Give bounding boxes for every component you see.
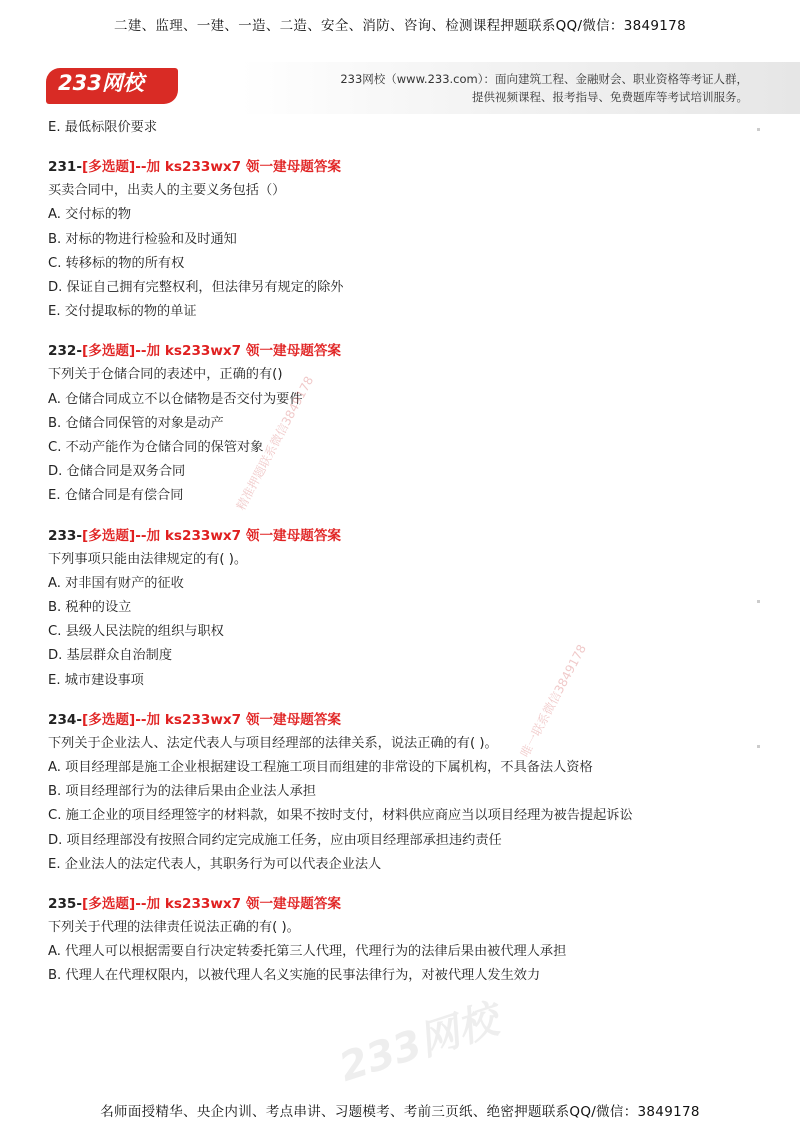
option-d: D. 保证自己拥有完整权利，但法律另有规定的除外: [48, 280, 344, 296]
option-a: A. 仓储合同成立不以仓储物是否交付为要件: [48, 391, 303, 407]
question-number: 235-: [48, 896, 83, 913]
top-banner: 二建、监理、一建、一造、二造、安全、消防、咨询、检测课程押题联系QQ/微信：3849178: [114, 18, 686, 34]
watermark-logo: 233网校: [333, 996, 504, 1091]
question-tag: [多选题]--加 ks233wx7 领一建母题答案: [82, 711, 342, 728]
question-number: 234-: [48, 711, 83, 728]
option-e: E. 企业法人的法定代表人，其职务行为可以代表企业法人: [48, 856, 382, 872]
option-a: A. 代理人可以根据需要自行决定转委托第三人代理，代理行为的法律后果由被代理人承担: [48, 944, 567, 960]
header-desc-line-2: 提供视频课程、报考指导、免费题库等考试培训服务。: [472, 90, 748, 104]
option-d: D. 基层群众自治制度: [48, 648, 173, 664]
option-b: B. 对标的物进行检验和及时通知: [48, 231, 237, 247]
question-number: 233-: [48, 527, 83, 544]
question-heading: [48, 524, 760, 548]
question-heading: [48, 155, 760, 179]
question-stem: 下列关于代理的法律责任说法正确的有( )。: [48, 920, 300, 936]
option-e: E. 城市建设事项: [48, 672, 144, 688]
question-tag: [多选题]--加 ks233wx7 领一建母题答案: [82, 343, 342, 360]
question-235: [48, 892, 760, 989]
question-heading: [48, 892, 760, 916]
logo-underline: [50, 98, 76, 103]
question-number: 231-: [48, 159, 83, 176]
option-c: C. 转移标的物的所有权: [48, 255, 185, 271]
option-e: E. 交付提取标的物的单证: [48, 304, 197, 320]
continued-option: E. 最低标限价要求: [48, 120, 158, 135]
option-b: B. 代理人在代理权限内，以被代理人名义实施的民事法律行为，对被代理人发生效力: [48, 968, 541, 984]
option-a: A. 对非国有财产的征收: [48, 575, 184, 591]
question-234: [48, 708, 760, 877]
option-e: E. 仓储合同是有偿合同: [48, 488, 184, 504]
question-list: [48, 116, 760, 989]
option-a: A. 项目经理部是施工企业根据建设工程施工项目而组建的非常设的下属机构，不具备法人资格: [48, 760, 593, 776]
page-header: [0, 62, 800, 114]
header-description: [308, 70, 748, 106]
logo-text: 233网校: [58, 71, 144, 95]
option-a: A. 交付标的物: [48, 207, 132, 223]
option-b: B. 税种的设立: [48, 600, 132, 616]
option-c: C. 县级人民法院的组织与职权: [48, 624, 224, 640]
question-stem: 买卖合同中，出卖人的主要义务包括（）: [48, 183, 286, 199]
question-stem: 下列事项只能由法律规定的有( )。: [48, 551, 248, 567]
option-c: C. 不动产能作为仓储合同的保管对象: [48, 440, 264, 456]
watermark-text: 精准押题联系微信3849178: [233, 373, 317, 513]
question-heading: [48, 708, 760, 732]
question-stem: 下列关于企业法人、法定代表人与项目经理部的法律关系，说法正确的有( )。: [48, 735, 498, 751]
option-b: B. 项目经理部行为的法律后果由企业法人承担: [48, 784, 316, 800]
question-232: [48, 339, 760, 508]
question-tag: [多选题]--加 ks233wx7 领一建母题答案: [82, 896, 342, 913]
option-c: C. 施工企业的项目经理签字的材料款，如果不按时支付，材料供应商应当以项目经理为被告提起诉讼: [48, 808, 633, 824]
watermark-text: 唯一联系微信3849178: [517, 642, 590, 760]
option-b: B. 仓储合同保管的对象是动产: [48, 415, 224, 431]
logo-subtext: 233.com: [88, 104, 118, 111]
header-desc-line-1: 233网校（www.233.com）：面向建筑工程、金融财会、职业资格等考证人群，: [340, 72, 748, 86]
question-tag: [多选题]--加 ks233wx7 领一建母题答案: [82, 159, 342, 176]
question-231: [48, 155, 760, 324]
question-tag: [多选题]--加 ks233wx7 领一建母题答案: [82, 527, 342, 544]
page-footer: 名师面授精华、央企内训、考点串讲、习题模考、考前三页纸、绝密押题联系QQ/微信：3849178: [100, 1104, 700, 1120]
question-number: 232-: [48, 343, 83, 360]
question-heading: [48, 339, 760, 363]
option-d: D. 项目经理部没有按照合同约定完成施工任务，应由项目经理部承担违约责任: [48, 832, 502, 848]
question-233: [48, 524, 760, 693]
option-d: D. 仓储合同是双务合同: [48, 464, 186, 480]
question-stem: 下列关于仓储合同的表述中，正确的有(): [48, 367, 283, 383]
